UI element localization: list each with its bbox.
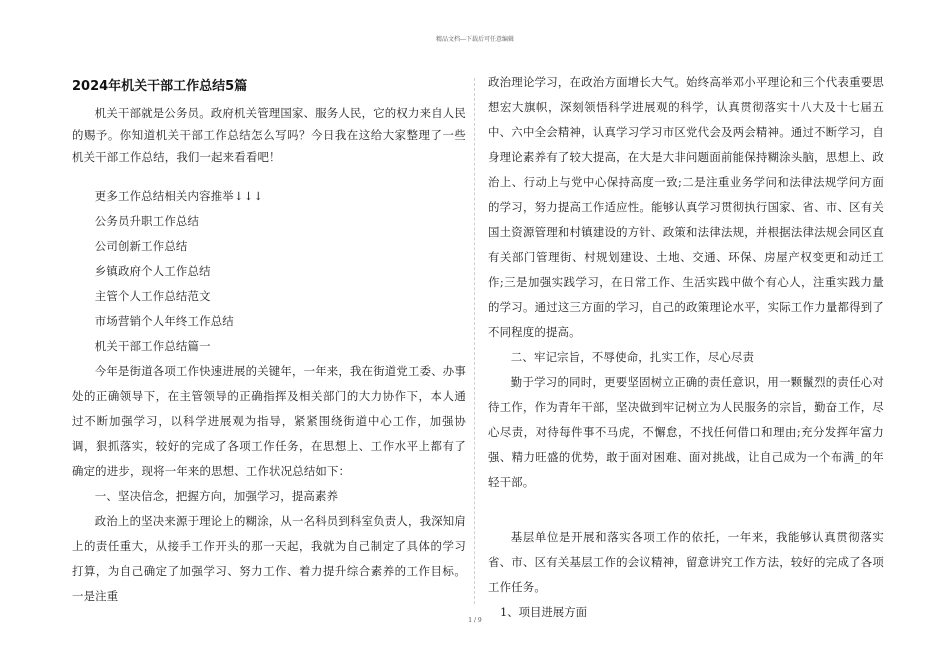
section-heading-1: 一、坚决信念，把握方向，加强学习，提高素养 [94, 489, 339, 503]
right-paragraph-1: 政治理论学习，在政治方面增长大气。始终高举邓小平理论和三个代表重要思想宏大旗帜，深刻领悟科学进展观的科学，认真贯彻落实十八大及十七届五中、六中全会精神，认真学习学习市区党代会及两会精神。通过不断学习，自身理论素养有了较大提高，在大是大非问题面前能保持糊涂头脑，思想上、政治上、行动上与党中心保持高度一致;二是注重业务学问和法律法规学问方面的学习，努力提高工作适应性。能够认真学习贯彻执行国家、省、市、区有关国土资源管理和村镇建设的方针、政策和法律法规，并根据法律法规会同区直有关部门管理街、村规划建设、土地、交通、环保、房屋产权变更和动迁工作;三是加强实践学习，在日常工作、生活实践中做个有心人，注重实践力量的学习。通过这三方面的学习，自己的政策理论水平，实际工作力量都得到了不同程度的提高。 [488, 75, 884, 339]
article-title: 机关干部工作总结篇一 [94, 339, 211, 353]
section-heading-2: 二、牢记宗旨，不辱使命，扎实工作，尽心尽责 [510, 350, 755, 364]
right-column [488, 70, 884, 625]
right-paragraph-3: 基层单位是开展和落实各项工作的依托，一年来，我能够认真贯彻落实省、市、区有关基层工作的会议精神，留意讲究工作方法，较好的完成了各项工作任务。 [488, 530, 884, 594]
page-number: 1 / 9 [468, 617, 482, 624]
left-column [72, 76, 466, 609]
left-paragraph-2: 政治上的坚决来源于理论上的糊涂，从一名科员到科室负责人，我深知肩上的责任重大，从接手工作开头的那一天起，我就为自己制定了具体的学习打算，为自己确定了加强学习、努力工作、着力提升综合素养的工作目标。一是注重 [72, 514, 466, 603]
spacer [488, 495, 884, 525]
more-recommendations: 更多工作总结相关内容推举↓↓↓ [94, 189, 264, 203]
related-link-4[interactable]: 主管个人工作总结范文 [94, 289, 211, 303]
subsection-heading-1: 1、项目进展方面 [500, 605, 587, 619]
right-paragraph-2: 勤于学习的同时，更要坚固树立正确的责任意识，用一颗鬣烈的责任心对待工作，作为青年干部，坚决做到牢记树立为人民服务的宗旨，勤奋工作，尽心尽责，对待每件事不马虎，不懈怠，不找任何借口和理由;充分发挥年富力强、精力旺盛的优势，敢于面对困难、面对挑战，让自己成为一个布满_的年轻干部。 [488, 375, 884, 489]
related-link-2[interactable]: 公司创新工作总结 [94, 239, 188, 253]
related-link-5[interactable]: 市场营销个人年终工作总结 [94, 314, 234, 328]
spacer [72, 168, 466, 184]
related-link-1[interactable]: 公务员升职工作总结 [94, 214, 200, 228]
document-title: 2024年机关干部工作总结5篇 [72, 79, 248, 94]
intro-paragraph: 机关干部就是公务员。政府机关管理国家、服务人民，它的权力来自人民的赐予。你知道机关干部工作总结怎么写吗？今日我在这给大家整理了一些机关干部工作总结，我们一起来看看吧！ [72, 106, 466, 164]
left-paragraph-1: 今年是街道各项工作快速进展的关键年，一年来，我在街道党工委、办事处的正确领导下，在主管领导的正确指挥及相关部门的大力协作下，本人通过不断加强学习，以科学进展观为指导，紧紧围绕街道中心工作，加强协调，狠抓落实，较好的完成了各项工作任务，在思想上、工作水平上都有了确定的进步，现将一年来的思想、工作状况总结如下： [72, 364, 466, 478]
related-link-3[interactable]: 乡镇政府个人工作总结 [94, 264, 211, 278]
page-header: 精品文档---下载后可任意编辑 [435, 36, 515, 43]
column-divider [474, 78, 475, 604]
